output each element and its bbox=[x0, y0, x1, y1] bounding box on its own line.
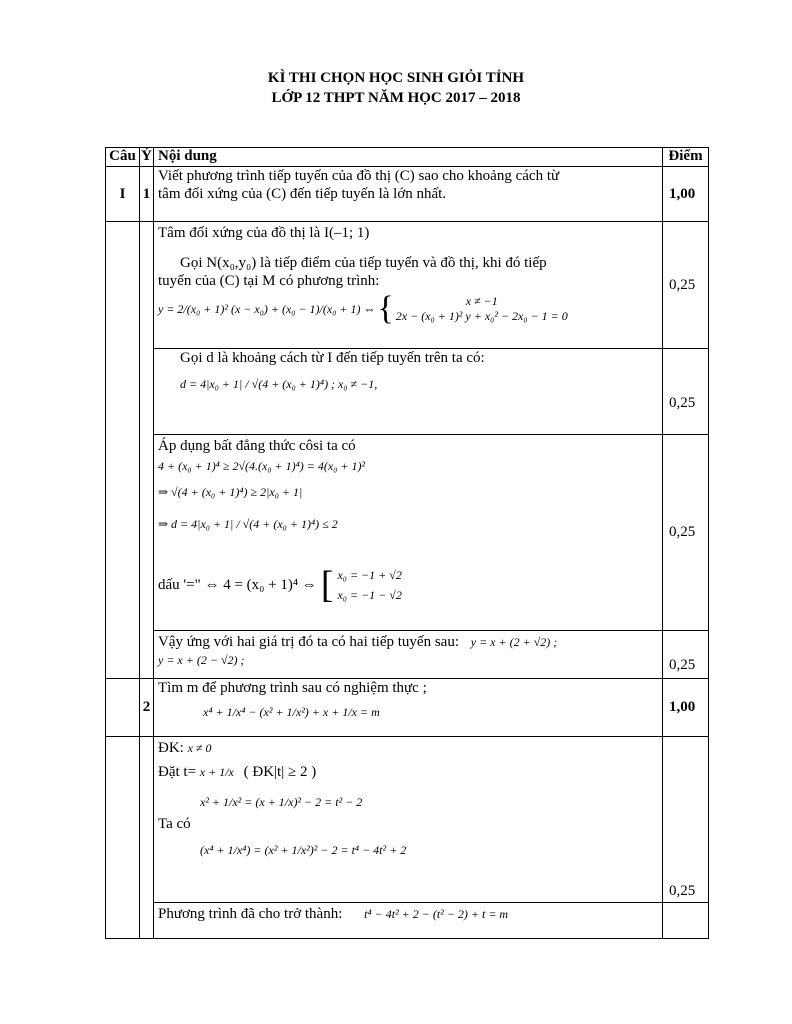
content-cell bbox=[154, 349, 663, 435]
table-row bbox=[106, 903, 709, 939]
math-formula: x² + 1/x² = (x + 1/x)² − 2 = t² − 2 bbox=[200, 795, 363, 809]
solution-text: tuyến của (C) tại M có phương trình: bbox=[158, 273, 380, 289]
bracket-icon: [ bbox=[320, 564, 334, 606]
col-header-cau: Câu bbox=[106, 148, 140, 167]
math-formula: x + 1/x bbox=[199, 765, 234, 779]
score-cell: 0,25 bbox=[663, 222, 709, 349]
exam-title: KÌ THI CHỌN HỌC SINH GIỎI TỈNH bbox=[267, 70, 525, 86]
cau-cell-empty bbox=[106, 222, 140, 679]
solution-text: Phương trình đã cho trở thành: bbox=[158, 906, 343, 922]
math-formula: y = x + (2 − √2) ; bbox=[158, 653, 245, 667]
col-header-noi-dung: Nội dung bbox=[154, 148, 663, 167]
content-cell bbox=[154, 435, 663, 631]
exam-subtitle: LỚP 12 THPT NĂM HỌC 2017 – 2018 bbox=[271, 90, 521, 106]
cau-cell-empty bbox=[106, 679, 140, 737]
y-cell-empty bbox=[140, 737, 154, 939]
solution-text: Tâm đối xứng của đồ thị là I(–1; 1) bbox=[158, 225, 370, 241]
cau-cell: I bbox=[106, 167, 140, 222]
solution-text: dấu '=" ⇔ 4 = (x₀ + 1)⁴ ⇔ bbox=[158, 576, 317, 593]
score-cell-empty bbox=[663, 903, 709, 939]
score-cell: 1,00 bbox=[663, 167, 709, 222]
solution-text: ĐK: bbox=[158, 740, 184, 756]
solution-text: Áp dụng bất đẳng thức côsi ta có bbox=[158, 438, 356, 454]
math-formula: x ≠ −1 bbox=[465, 294, 498, 308]
solution-text: Đặt t= bbox=[158, 764, 197, 780]
table-row bbox=[106, 167, 709, 222]
table-row bbox=[106, 435, 709, 631]
math-formula: 4 + (x₀ + 1)⁴ ≥ 2√(4.(x₀ + 1)⁴) = 4(x₀ + 1)² bbox=[158, 459, 366, 473]
prompt-text: Tìm m để phương trình sau có nghiệm thực ; bbox=[158, 680, 427, 696]
score-cell: 0,25 bbox=[663, 737, 709, 903]
score-cell: 0,25 bbox=[663, 631, 709, 679]
math-formula: x⁴ + 1/x⁴ − (x² + 1/x²) + x + 1/x = m bbox=[203, 705, 380, 719]
math-formula: (x⁴ + 1/x⁴) = (x² + 1/x²)² − 2 = t⁴ − 4t² + 2 bbox=[200, 843, 407, 857]
content-cell bbox=[154, 679, 663, 737]
table-row bbox=[106, 349, 709, 435]
score-cell: 0,25 bbox=[663, 349, 709, 435]
cau-cell-empty bbox=[106, 737, 140, 939]
y-cell-empty bbox=[140, 222, 154, 679]
score-cell: 1,00 bbox=[663, 679, 709, 737]
solution-text: Gọi d là khoảng cách từ I đến tiếp tuyến trên ta có: bbox=[180, 350, 485, 366]
y-cell: 1 bbox=[140, 167, 154, 222]
math-formula: y = x + (2 + √2) ; bbox=[470, 635, 558, 649]
solution-text: Ta có bbox=[158, 816, 191, 832]
col-header-diem: Điểm bbox=[663, 148, 709, 167]
table-row bbox=[106, 631, 709, 679]
y-cell: 2 bbox=[140, 679, 154, 737]
math-formula: x ≠ 0 bbox=[187, 741, 212, 755]
score-cell: 0,25 bbox=[663, 435, 709, 631]
math-formula: ⇒ √(4 + (x₀ + 1)⁴) ≥ 2|x₀ + 1| bbox=[158, 485, 303, 499]
table-row bbox=[106, 679, 709, 737]
math-formula: y = 2/(x₀ + 1)² (x − x₀) + (x₀ − 1)/(x₀ + 1) ⇔ bbox=[158, 301, 376, 316]
col-header-y: Ý bbox=[140, 148, 154, 167]
content-cell bbox=[154, 631, 663, 679]
solution-text: Vậy ứng với hai giá trị đó ta có hai tiếp tuyến sau: bbox=[158, 634, 459, 650]
table-row bbox=[106, 222, 709, 349]
math-formula: d = 4|x₀ + 1| / √(4 + (x₀ + 1)⁴) ; x₀ ≠ −1, bbox=[180, 377, 378, 391]
table-header-row bbox=[106, 148, 709, 167]
prompt-text: Viết phương trình tiếp tuyến của đồ thị (C) sao cho khoảng cách từ bbox=[158, 168, 560, 184]
math-formula: 2x − (x₀ + 1)² y + x₀² − 2x₀ − 1 = 0 bbox=[395, 309, 568, 323]
math-formula: ( ĐK|t| ≥ 2 ) bbox=[243, 764, 317, 780]
solution-text: Gọi N(x₀,y₀) là tiếp điểm của tiếp tuyến và đồ thị, khi đó tiếp bbox=[180, 255, 547, 271]
math-formula: x₀ = −1 − √2 bbox=[337, 588, 402, 602]
content-cell bbox=[154, 222, 663, 349]
prompt-text: tâm đối xứng của (C) đến tiếp tuyến là lớn nhất. bbox=[158, 186, 447, 202]
table-row bbox=[106, 737, 709, 903]
math-formula: ⇒ d = 4|x₀ + 1| / √(4 + (x₀ + 1)⁴) ≤ 2 bbox=[158, 517, 338, 531]
math-formula: t⁴ − 4t² + 2 − (t² − 2) + t = m bbox=[364, 907, 509, 921]
math-formula: x₀ = −1 + √2 bbox=[337, 568, 402, 582]
brace-icon: { bbox=[377, 290, 394, 327]
content-cell bbox=[154, 903, 663, 939]
content-cell bbox=[154, 737, 663, 903]
content-cell bbox=[154, 167, 663, 222]
answer-table bbox=[105, 147, 709, 939]
